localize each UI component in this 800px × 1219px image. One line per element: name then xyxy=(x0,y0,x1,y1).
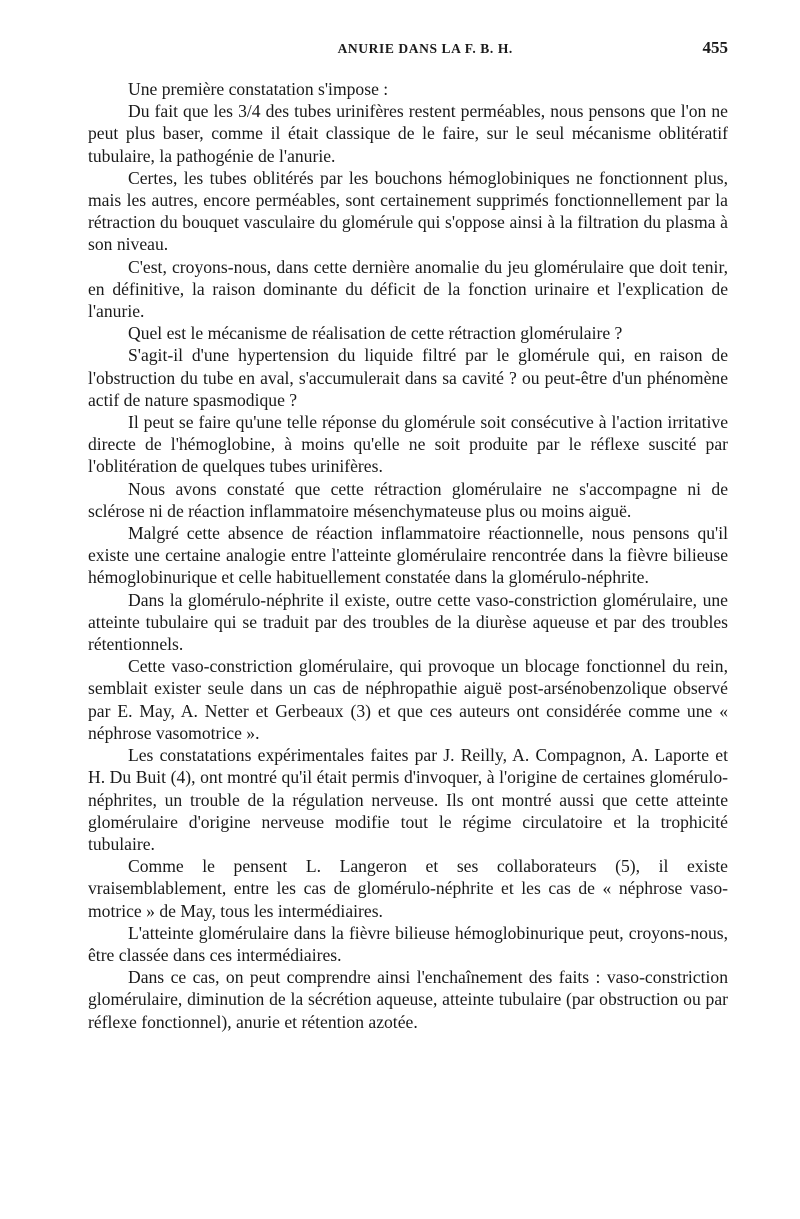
document-page xyxy=(88,38,728,1188)
paragraph: Dans la glomérulo-néphrite il existe, outre cette vaso-constriction glomérulaire, une atteinte tubulaire qui se traduit par des troubles de la diurèse aqueuse et par des troubles rétentionnels. xyxy=(88,589,728,655)
paragraph: Quel est le mécanisme de réalisation de cette rétraction glomérulaire ? xyxy=(128,323,623,344)
running-header xyxy=(88,38,728,68)
body-text xyxy=(88,78,728,1033)
paragraph: L'atteinte glomérulaire dans la fièvre bilieuse hémoglobinurique peut, croyons-nous, être classée dans ces intermédiaires. xyxy=(88,922,728,965)
paragraph: Dans ce cas, on peut comprendre ainsi l'enchaînement des faits : vaso-constriction glomérulaire, diminution de la sécrétion aqueuse, atteinte tubulaire (par obstruction ou par réflexe fonctionnel), anurie et rétention azotée. xyxy=(88,967,728,1032)
paragraph: Une première constatation s'impose : xyxy=(128,79,389,99)
paragraph: Les constatations expérimentales faites par J. Reilly, A. Compagnon, A. Laporte et H. Du Buit (4), ont montré qu'il était permis d'invoquer, à l'origine de certaines glomérulo-néphrites, un trouble de la régulation nerveuse. Ils ont montré aussi que cette atteinte glomérulaire d'origine nerveuse modifie tout le régime circulatoire et la trophicité tubulaire. xyxy=(88,745,728,854)
paragraph: Comme le pensent L. Langeron et ses collaborateurs (5), il existe vraisemblablement, entre les cas de glomérulo-néphrite et les cas de « néphrose vaso-motrice » de May, tous les intermédiaires. xyxy=(88,856,728,921)
paragraph: S'agit-il d'une hypertension du liquide filtré par le glomérule qui, en raison de l'obstruction du tube en aval, s'accumulerait dans sa cavité ? ou peut-être d'un phénomène actif de nature spasmodique ? xyxy=(88,345,728,410)
paragraph: C'est, croyons-nous, dans cette dernière anomalie du jeu glomérulaire que doit tenir, en définitive, la raison dominante du déficit de la fonction urinaire et l'explication de l'anurie. xyxy=(88,256,728,322)
paragraph: Certes, les tubes oblitérés par les bouchons hémoglobiniques ne fonctionnent plus, mais les autres, encore perméables, sont certainement supprimés fonctionnellement par la rétraction du bouquet vasculaire du glomérule qui s'oppose ainsi à la filtration du plasma à son niveau. xyxy=(88,167,728,255)
running-title: ANURIE DANS LA F. B. H. xyxy=(337,41,513,56)
paragraph: Du fait que les 3/4 des tubes urinifères restent perméables, nous pensons que l'on ne peut plus baser, comme il était classique de le faire, sur le seul mécanisme oblitératif tubulaire, la pathogénie de l'anurie. xyxy=(88,101,728,166)
paragraph: Cette vaso-constriction glomérulaire, qui provoque un blocage fonctionnel du rein, semblait exister seule dans un cas de néphropathie aiguë post-arsénobenzolique observé par E. May, A. Netter et Gerbeaux (3) et que ces auteurs ont considérée comme une « néphrose vasomotrice ». xyxy=(88,656,728,743)
paragraph: Malgré cette absence de réaction inflammatoire réactionnelle, nous pensons qu'il existe une certaine analogie entre l'atteinte glomérulaire rencontrée dans la fièvre bilieuse hémoglobinurique et celle habituellement constatée dans la glomérulo-néphrite. xyxy=(88,523,728,588)
paragraph: Nous avons constaté que cette rétraction glomérulaire ne s'accompagne ni de sclérose ni de réaction inflammatoire mésenchymateuse plus ou moins aiguë. xyxy=(88,478,728,521)
page-number: 455 xyxy=(702,38,728,57)
paragraph: Il peut se faire qu'une telle réponse du glomérule soit consécutive à l'action irritative directe de l'hémoglobine, à moins qu'elle ne soit produite par le réflexe suscité par l'oblitération de quelques tubes urinifères. xyxy=(88,412,728,477)
